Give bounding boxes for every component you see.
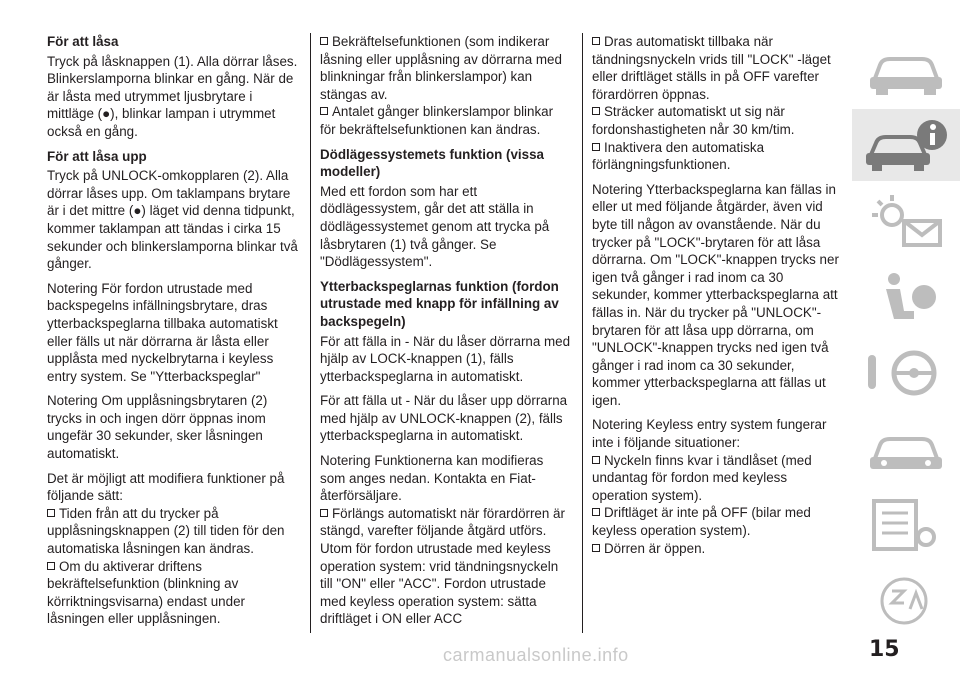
column-2	[320, 33, 572, 628]
paragraph: Med ett fordon som har ett dödlägessystem, går det att ställa in dödlägessystemet genom att trycka på låsbrytaren (1) två gånger. Se "Dödlägessystem".	[320, 183, 550, 270]
car-outline-icon	[864, 41, 948, 97]
chapter-sidebar	[852, 33, 960, 643]
sidebar-tab-info[interactable]	[852, 109, 960, 181]
sidebar-tab-car[interactable]	[852, 33, 960, 105]
note: Notering Om upplåsningsbrytaren (2) trycks in och ingen dörr öppnas inom ungefär 30 sekunder, sker låsningen automatiskt.	[47, 393, 268, 462]
bullet-item: Driftläget är inte på OFF (bilar med keyless operation system).	[592, 505, 811, 539]
paragraph: För att fälla ut - När du låser upp dörrarna med hjälp av UNLOCK-knappen (2), fälls ytterbackspeglarna in automatiskt.	[320, 393, 568, 444]
checkbox-bullet-icon	[47, 562, 55, 570]
car-emergency-icon	[864, 421, 948, 477]
car-info-icon	[864, 117, 948, 173]
bullet-item: Förlängs automatiskt när förardörren är stängd, varefter följande åtgärd utförs. Utom för fordon utrustade med keyless operation system: vrid tändningsnyckeln till "ON" eller "ACC". Fordon utrustade med keyless operation system: sätta driftläget i ON eller ACC	[320, 505, 565, 627]
dashboard-lights-icon	[864, 193, 948, 249]
index-alphabet-icon	[864, 573, 948, 629]
watermark: carmanualsonline.info	[443, 645, 629, 665]
steering-start-icon	[864, 345, 948, 401]
checkbox-bullet-icon	[592, 107, 600, 115]
column-divider	[310, 33, 311, 633]
paragraph: Tryck på låsknappen (1). Alla dörrar låses. Blinkerslamporna blinkar en gång. När de är låsta med utrymmet ljusbrytare i mittläge (●), blinkar lampan i utrymmet också en gång.	[47, 53, 298, 139]
checkbox-bullet-icon	[592, 544, 600, 552]
bullet-item: Antalet gånger blinkerslampor blinkar för bekräftelsefunktionen kan ändras.	[320, 104, 554, 137]
heading-unlock: För att låsa upp	[47, 148, 147, 164]
bullet-item: Inaktivera den automatiska förlängningsfunktionen.	[592, 139, 765, 173]
checkbox-bullet-icon	[592, 37, 600, 45]
checkbox-bullet-icon	[592, 143, 600, 151]
heading-deadlock: Dödlägessystemets funktion (vissa modeller)	[320, 146, 544, 180]
bullet-item: Sträcker automatiskt ut sig när fordonshastigheten når 30 km/tim.	[592, 104, 795, 137]
checkbox-bullet-icon	[320, 37, 328, 45]
note: Notering Funktionerna kan modifieras som anges nedan. Kontakta en Fiat-återförsäljare.	[320, 453, 544, 504]
bullet-item: Tiden från att du trycker på upplåsningsknappen (2) till tiden för den automatiska låsningen kan ändras.	[47, 505, 285, 557]
bullet-item: Dörren är öppen.	[592, 540, 845, 558]
sidebar-tab-starting[interactable]	[852, 337, 960, 409]
bullet-item: Om du aktiverar driftens bekräftelsefunktion (blinkning av körriktningsvisarna) endast under låsningen eller upplåsningen.	[47, 558, 245, 627]
heading-lock: För att låsa	[47, 34, 119, 49]
checkbox-bullet-icon	[320, 509, 328, 517]
airbag-safety-icon	[864, 269, 948, 325]
sidebar-tab-dashboard[interactable]	[852, 185, 960, 257]
sidebar-tab-safety[interactable]	[852, 261, 960, 333]
bullet-item: Nyckeln finns kvar i tändlåset (med undantag för fordon med keyless operation system).	[592, 452, 812, 503]
checkbox-bullet-icon	[320, 107, 328, 115]
sidebar-tab-index[interactable]	[852, 565, 960, 637]
page-number: 15	[869, 637, 900, 662]
paragraph: Tryck på UNLOCK-omkopplaren (2). Alla dörrar låses upp. Om taklampans brytare är i det mittre (●) läget vid denna tidpunkt, kommer taklampan att tändas i cirka 15 sekunder och blinkerslamporna blinkar två gånger.	[47, 168, 298, 272]
paragraph: Det är möjligt att modifiera funktioner på följande sätt:	[47, 470, 285, 504]
paragraph: För att fälla in - När du låser dörrarna med hjälp av LOCK-knappen (1), fälls ytterbackspeglarna in automatiskt.	[320, 333, 571, 384]
column-1	[47, 33, 299, 635]
column-3	[592, 33, 845, 557]
bullet-item: Bekräftelsefunktionen (som indikerar låsning eller upplåsning av dörrarna med blinkningar från blinkerslampor) kan stängas av.	[320, 34, 562, 102]
checkbox-bullet-icon	[47, 509, 55, 517]
bullet-item: Dras automatiskt tillbaka när tändningsnyckeln vrids till "LOCK" -läget eller driftläget ställs in på OFF varefter förardörren öppnas.	[592, 34, 831, 102]
service-list-icon	[864, 497, 948, 553]
heading-mirrors: Ytterbackspeglarnas funktion (fordon utrustade med knapp för infällning av backspegeln)	[320, 278, 559, 329]
checkbox-bullet-icon	[592, 456, 600, 464]
checkbox-bullet-icon	[592, 508, 600, 516]
sidebar-tab-service[interactable]	[852, 489, 960, 561]
note: Notering Keyless entry system fungerar inte i följande situationer:	[592, 417, 827, 451]
note: Notering För fordon utrustade med backspegelns infällningsbrytare, dras ytterbackspeglarna tillbaka automatiskt eller fälls ut när dörrarna är låsta eller upplåsta med nyckelbrytarna i keyless entry system. Se "Ytterbackspeglar"	[47, 280, 278, 384]
sidebar-tab-emergency[interactable]	[852, 413, 960, 485]
column-divider	[582, 33, 583, 633]
note: Notering Ytterbackspeglarna kan fällas in eller ut med följande åtgärder, även vid byte till någon av ovanstående. När du trycker på "LOCK"-brytaren för att låsa dörrarna. Om "LOCK"-knappen trycks ner igen två gånger i rad inom ca 30 sekunder, kommer ytterbackspeglarna att fällas in. När du trycker på "UNLOCK"-brytaren för att låsa upp dörrarna, om "UNLOCK"-knappen trycks ned igen två gånger i rad inom ca 30 sekunder, kommer ytterbackspeglarna att fällas ut igen.	[592, 181, 839, 408]
